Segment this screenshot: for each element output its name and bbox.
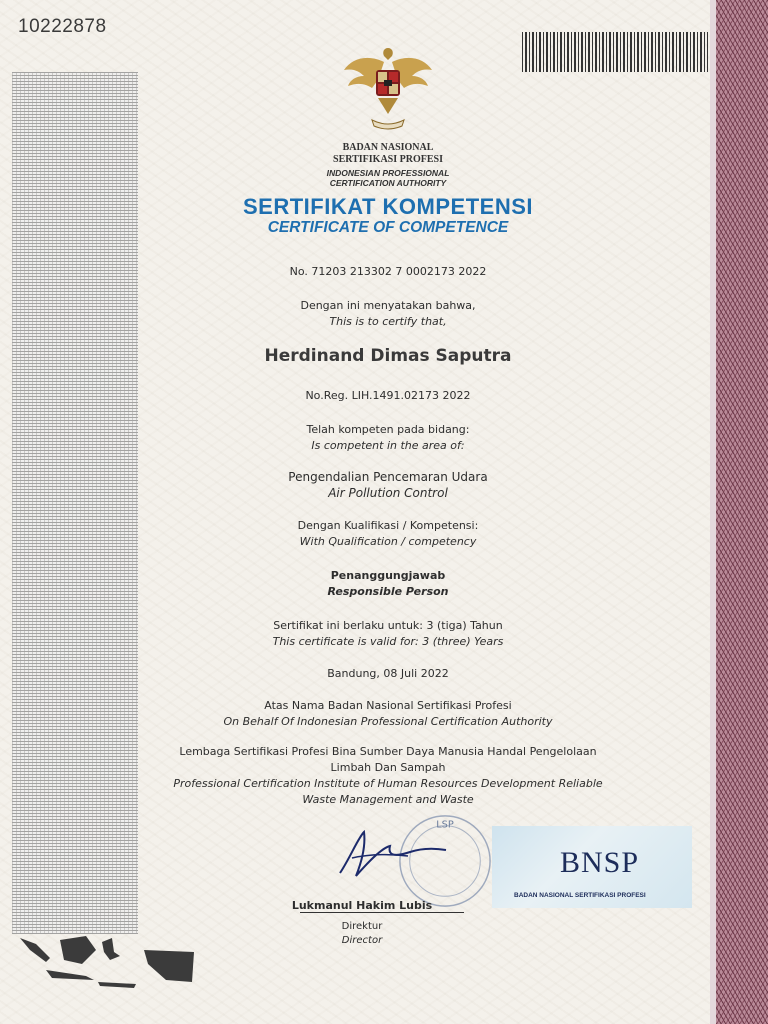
competent-area-label: [150, 422, 626, 454]
certificate-number: No. 71203 213302 7 0002173 2022: [289, 265, 487, 278]
validity: [150, 618, 626, 650]
institute-en-line1: Professional Certification Institute of Human Resources Development Reliable: [173, 777, 603, 790]
institute-id-line2: Limbah Dan Sampah: [330, 761, 446, 774]
qualification-en: Responsible Person: [327, 585, 449, 598]
authority-name-en-line2: CERTIFICATION AUTHORITY: [329, 178, 447, 188]
qualification-label: [150, 518, 626, 550]
authority-name-id: [150, 142, 626, 166]
certify-statement: [150, 298, 626, 330]
field-id: Pengendalian Pencemaran Udara: [288, 470, 488, 484]
signature-icon: [330, 818, 450, 888]
place-date: Bandung, 08 Juli 2022: [327, 667, 449, 680]
authority-name-en: [150, 168, 626, 188]
validity-id: Sertifikat ini berlaku untuk: 3 (tiga) Tahun: [273, 619, 503, 632]
bnsp-logo: BNSP: [560, 846, 640, 879]
authority-name-id-line2: SERTIFIKASI PROFESI: [333, 154, 443, 165]
institute-en-line2: Waste Management and Waste: [302, 793, 474, 806]
certify-id: Dengan ini menyatakan bahwa,: [300, 299, 476, 312]
certify-en: This is to certify that,: [329, 315, 447, 328]
bnsp-subtitle: BADAN NASIONAL SERTIFIKASI PROFESI: [514, 892, 646, 899]
title-id: SERTIFIKAT KOMPETENSI: [243, 194, 533, 219]
institute-id-line1: Lembaga Sertifikasi Profesi Bina Sumber Daya Manusia Handal Pengelolaan: [179, 745, 597, 758]
signatory-title-id: Direktur: [341, 921, 383, 932]
signatory-name: Lukmanul Hakim Lubis: [291, 899, 433, 912]
on-behalf-id: Atas Nama Badan Nasional Sertifikasi Profesi: [264, 699, 512, 712]
barcode-icon: [522, 32, 708, 72]
qualification-label-id: Dengan Kualifikasi / Kompetensi:: [297, 519, 479, 532]
security-border-right: [716, 0, 768, 1024]
serial-number: 10222878: [18, 16, 107, 37]
qualification-label-en: With Qualification / competency: [299, 535, 477, 548]
signatory-title-en: Director: [341, 935, 383, 946]
on-behalf-en: On Behalf Of Indonesian Professional Certification Authority: [223, 715, 553, 728]
registration-number: No.Reg. LIH.1491.02173 2022: [305, 389, 471, 402]
holder-name: Herdinand Dimas Saputra: [264, 346, 512, 366]
authority-name-id-line1: BADAN NASIONAL: [342, 142, 434, 153]
garuda-emblem-icon: [338, 40, 438, 140]
signature-line: [300, 912, 464, 913]
institute: [140, 744, 636, 808]
signatory-title: [250, 920, 474, 948]
field-of-competence: [150, 469, 626, 501]
validity-en: This certificate is valid for: 3 (three) Years: [272, 635, 504, 648]
security-pattern-left: [12, 72, 138, 934]
competent-area-id: Telah kompeten pada bidang:: [306, 423, 470, 436]
title-en: CERTIFICATE OF COMPETENCE: [267, 219, 509, 236]
indonesia-map-icon: [16, 930, 198, 996]
authority-name-en-line1: INDONESIAN PROFESSIONAL: [326, 168, 450, 178]
on-behalf: [150, 698, 626, 730]
qualification-id: Penanggungjawab: [330, 569, 446, 582]
qualification: [150, 568, 626, 600]
competent-area-en: Is competent in the area of:: [311, 439, 465, 452]
stamp-text: LSP: [436, 819, 454, 831]
field-en: Air Pollution Control: [328, 486, 448, 500]
